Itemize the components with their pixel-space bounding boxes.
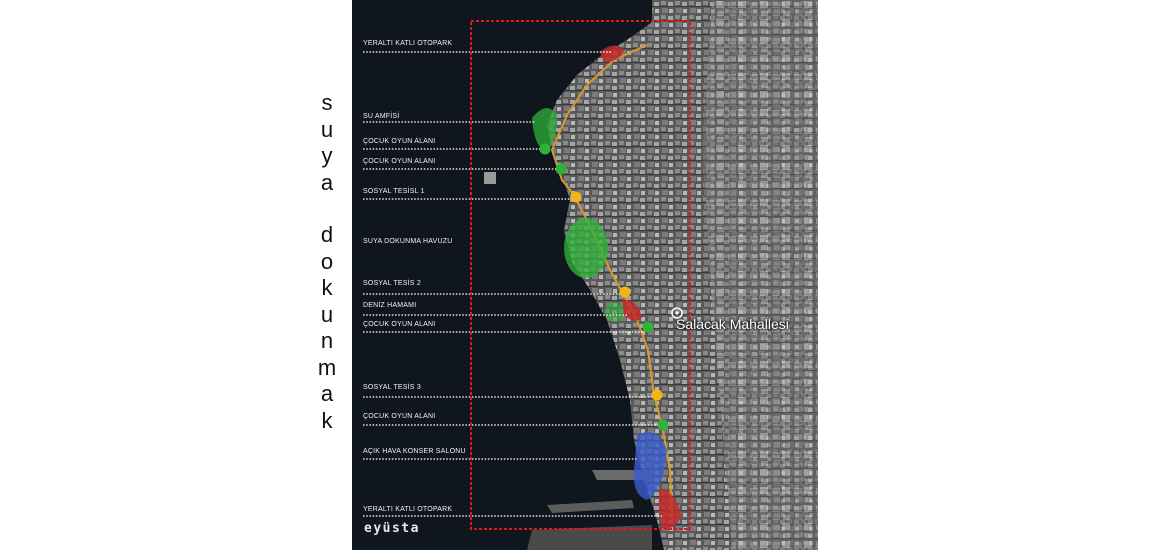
label-acik-hava-konser: AÇIK HAVA KONSER SALONU — [363, 448, 466, 455]
title-letter: a — [320, 169, 334, 195]
title-letter: a — [320, 381, 334, 406]
aerial-map — [352, 0, 818, 550]
vertical-title — [312, 90, 342, 434]
map-panel — [352, 0, 818, 550]
label-cocuk-oyun-1: ÇOCUK OYUN ALANI — [363, 138, 436, 145]
label-cocuk-oyun-4: ÇOCUK OYUN ALANI — [363, 413, 436, 420]
label-suya-dokunma-havuzu: SUYA DOKUNMA HAVUZU — [363, 238, 453, 245]
green-point-cocuk-oyun-1 — [540, 144, 551, 155]
title-letter: y — [321, 143, 333, 168]
yellow-point-sosyal-tesis-1 — [571, 192, 582, 203]
label-deniz-hamami: DENİZ HAMAMI — [363, 302, 417, 309]
title-letter: m — [317, 354, 337, 380]
green-point-cocuk-oyun-3 — [643, 322, 654, 333]
yellow-point-sosyal-tesis-2 — [620, 287, 631, 298]
green-zone-suya-dokunma — [564, 218, 608, 278]
title-letter: s — [321, 90, 333, 115]
logo: eyüsta — [364, 521, 420, 536]
yellow-point-sosyal-tesis-3 — [652, 390, 663, 401]
label-sosyal-tesis-2: SOSYAL TESİS 2 — [363, 280, 421, 287]
label-su-amfisi: SU AMFİSİ — [363, 113, 400, 120]
label-sosyal-tesis-1: SOSYAL TESİSL 1 — [363, 188, 425, 195]
district-label: Salacak Mahallesi — [676, 316, 789, 332]
title-letter: d — [320, 222, 334, 247]
green-point-cocuk-oyun-2 — [556, 164, 567, 175]
title-letter: n — [320, 328, 334, 353]
green-point-cocuk-oyun-4 — [658, 420, 669, 431]
title-letter: u — [320, 116, 334, 142]
label-cocuk-oyun-3: ÇOCUK OYUN ALANI — [363, 321, 436, 328]
label-sosyal-tesis-3: SOSYAL TESİS 3 — [363, 384, 421, 391]
title-letter: u — [320, 301, 334, 327]
label-yeralti-otopark-1: YERALTI KATLI OTOPARK — [363, 40, 453, 47]
green-zone-deniz-kiyisi — [605, 302, 625, 322]
tower-island — [484, 172, 496, 184]
title-letter: k — [321, 275, 333, 300]
title-letter: k — [321, 407, 333, 433]
label-yeralti-otopark-2: YERALTI KATLI OTOPARK — [363, 506, 453, 513]
label-cocuk-oyun-2: ÇOCUK OYUN ALANI — [363, 158, 436, 165]
title-letter: o — [320, 248, 334, 274]
